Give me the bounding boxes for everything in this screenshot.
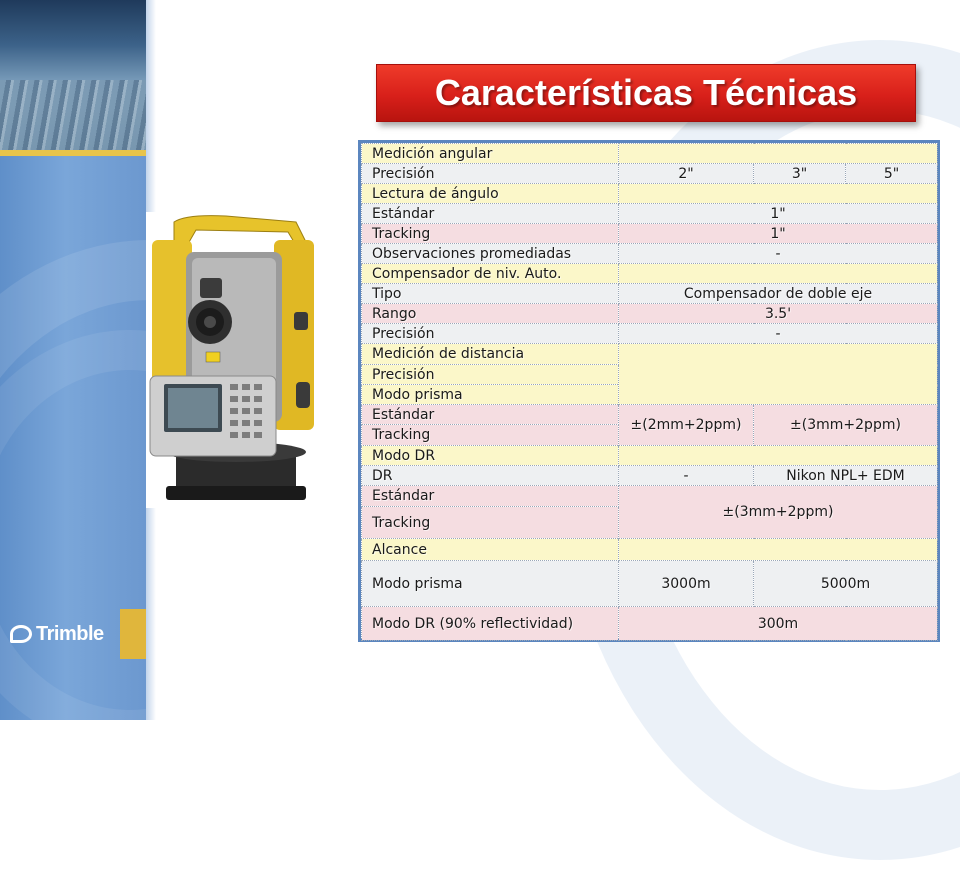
table-row — [362, 561, 938, 607]
row-value: 5000m — [754, 561, 938, 607]
row-label: Rango — [362, 304, 619, 324]
trimble-logo-icon — [10, 625, 32, 643]
row-label: Tracking — [362, 224, 619, 244]
row-value: 5" — [846, 164, 938, 184]
row-value: ±(3mm+2ppm) — [619, 486, 938, 539]
row-value — [619, 184, 938, 204]
row-value: - — [619, 466, 754, 486]
row-label: Medición de distancia — [362, 344, 619, 365]
row-value: ±(2mm+2ppm) — [619, 405, 754, 446]
table-row — [362, 184, 938, 204]
row-value — [619, 264, 938, 284]
row-value: - — [619, 324, 938, 344]
logo-text: Trimble — [36, 622, 104, 645]
row-label: Tipo — [362, 284, 619, 304]
row-value: Compensador de doble eje — [619, 284, 938, 304]
title-banner — [376, 64, 916, 122]
table-row — [362, 164, 938, 184]
row-label: Modo DR (90% reflectividad) — [362, 607, 619, 641]
row-value: ±(3mm+2ppm) — [754, 405, 938, 446]
row-label: Modo DR — [362, 446, 619, 466]
row-label: Precisión — [362, 164, 619, 184]
row-label: Tracking — [362, 507, 619, 539]
row-label: Precisión — [362, 365, 619, 385]
table-row — [362, 204, 938, 224]
row-value — [619, 344, 938, 405]
row-label: Modo prisma — [362, 385, 619, 405]
table-row — [362, 607, 938, 641]
row-label: Lectura de ángulo — [362, 184, 619, 204]
total-station-image — [146, 212, 320, 508]
table-row — [362, 304, 938, 324]
table-row — [362, 466, 938, 486]
logo-gold-bar — [120, 609, 146, 659]
specifications-grid — [361, 143, 938, 641]
page-title: Características Técnicas — [434, 72, 858, 113]
table-row — [362, 446, 938, 466]
row-value — [619, 539, 938, 561]
specifications-table — [358, 140, 940, 642]
row-label: DR — [362, 466, 619, 486]
row-value — [619, 144, 938, 164]
row-label: Precisión — [362, 324, 619, 344]
row-label: Observaciones promediadas — [362, 244, 619, 264]
row-value: 1" — [619, 204, 938, 224]
row-value: - — [619, 244, 938, 264]
table-row — [362, 284, 938, 304]
gold-accent-strip — [0, 150, 146, 156]
row-value: 3000m — [619, 561, 754, 607]
row-value — [619, 446, 938, 466]
table-row — [362, 539, 938, 561]
row-label: Modo prisma — [362, 561, 619, 607]
row-label: Alcance — [362, 539, 619, 561]
row-label: Estándar — [362, 486, 619, 507]
table-row — [362, 324, 938, 344]
table-row — [362, 486, 938, 507]
row-label: Estándar — [362, 204, 619, 224]
landscape-photo — [0, 0, 146, 150]
row-value: 2" — [619, 164, 754, 184]
table-row — [362, 264, 938, 284]
row-label: Estándar — [362, 405, 619, 425]
row-value: 3" — [754, 164, 846, 184]
row-value: Nikon NPL+ EDM — [754, 466, 938, 486]
table-row — [362, 224, 938, 244]
table-row — [362, 244, 938, 264]
row-label: Compensador de niv. Auto. — [362, 264, 619, 284]
row-label: Tracking — [362, 425, 619, 446]
landscape-ground — [0, 80, 146, 150]
row-label: Medición angular — [362, 144, 619, 164]
table-row — [362, 144, 938, 164]
table-row — [362, 344, 938, 365]
total-station-illustration — [146, 212, 320, 508]
table-row — [362, 405, 938, 425]
trimble-logo — [10, 620, 120, 648]
row-value: 1" — [619, 224, 938, 244]
row-value: 3.5' — [619, 304, 938, 324]
row-value: 300m — [619, 607, 938, 641]
